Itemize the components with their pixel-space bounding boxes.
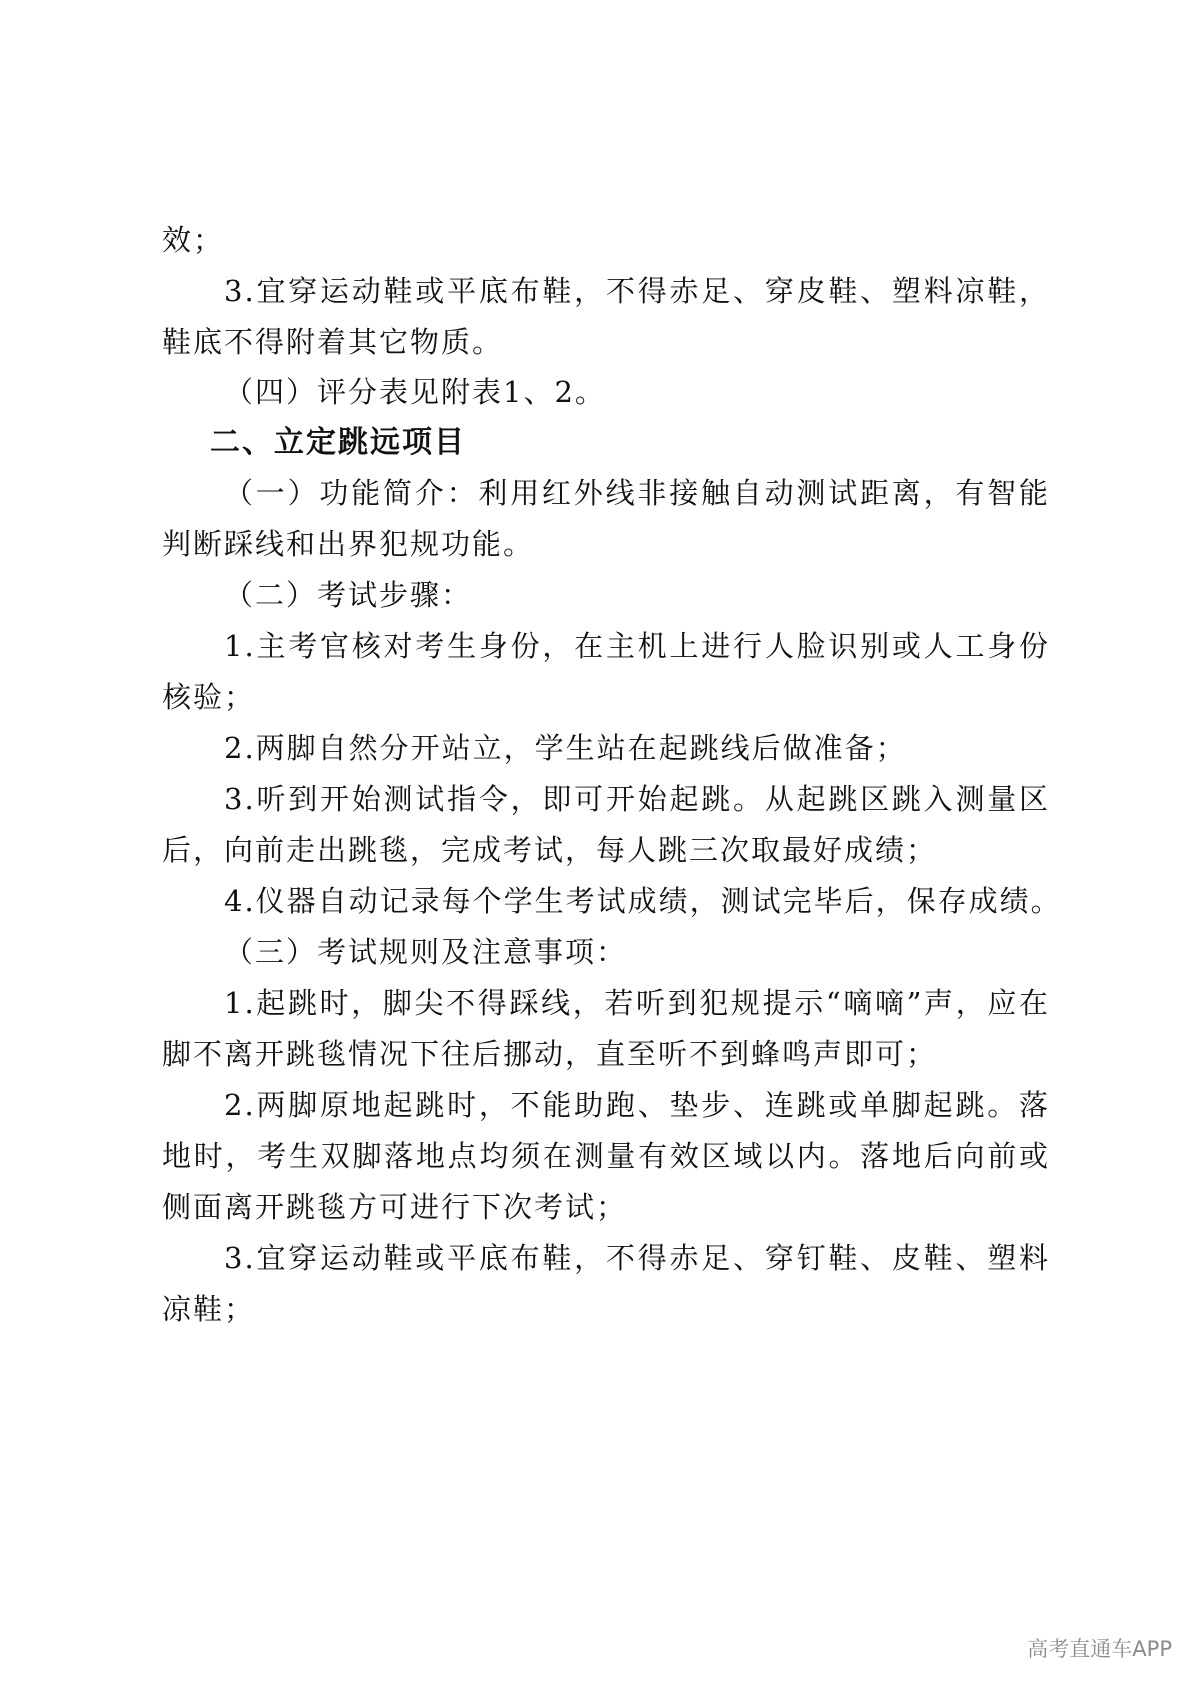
step-3: 3.听到开始测试指令，即可开始起跳。从起跳区跳入测量区	[224, 782, 1050, 816]
subsection-function-cont: 判断踩线和出界犯规功能。	[162, 527, 535, 561]
watermark: 高考直通车APP	[1027, 1637, 1172, 1661]
step-1-cont: 核验；	[162, 680, 256, 714]
subsection-function: （一）功能简介：利用红外线非接触自动测试距离，有智能	[224, 476, 1050, 510]
list-item-shoes-cont: 鞋底不得附着其它物质。	[162, 325, 504, 359]
rule-2-cont: 地时，考生双脚落地点均须在测量有效区域以内。落地后向前或	[162, 1139, 1050, 1173]
section-heading-standing-long-jump: 二、立定跳远项目	[210, 425, 466, 460]
subsection-steps: （二）考试步骤：	[224, 578, 473, 612]
rule-2: 2.两脚原地起跳时，不能助跑、垫步、连跳或单脚起跳。落	[224, 1088, 1050, 1122]
list-item-shoes: 3.宜穿运动鞋或平底布鞋，不得赤足、穿皮鞋、塑料凉鞋，	[224, 274, 1050, 308]
step-2: 2.两脚自然分开站立，学生站在起跳线后做准备；	[224, 731, 907, 765]
step-4: 4.仪器自动记录每个学生考试成绩，测试完毕后，保存成绩。	[224, 884, 1062, 918]
step-1: 1.主考官核对考生身份，在主机上进行人脸识别或人工身份	[224, 629, 1050, 663]
rule-3: 3.宜穿运动鞋或平底布鞋，不得赤足、穿钉鞋、皮鞋、塑料	[224, 1241, 1050, 1275]
paragraph-continuation: 效；	[162, 223, 225, 257]
rule-2-cont-2: 侧面离开跳毯方可进行下次考试；	[162, 1190, 628, 1224]
subsection-scoring: （四）评分表见附表1、2。	[224, 375, 606, 409]
subsection-rules: （三）考试规则及注意事项：	[224, 935, 628, 969]
rule-3-cont: 凉鞋；	[162, 1292, 256, 1326]
rule-1-cont: 脚不离开跳毯情况下往后挪动，直至听不到蜂鸣声即可；	[162, 1037, 938, 1071]
rule-1: 1.起跳时，脚尖不得踩线，若听到犯规提示“嘀嘀”声，应在	[224, 986, 1050, 1020]
step-3-cont: 后，向前走出跳毯，完成考试，每人跳三次取最好成绩；	[162, 833, 938, 867]
